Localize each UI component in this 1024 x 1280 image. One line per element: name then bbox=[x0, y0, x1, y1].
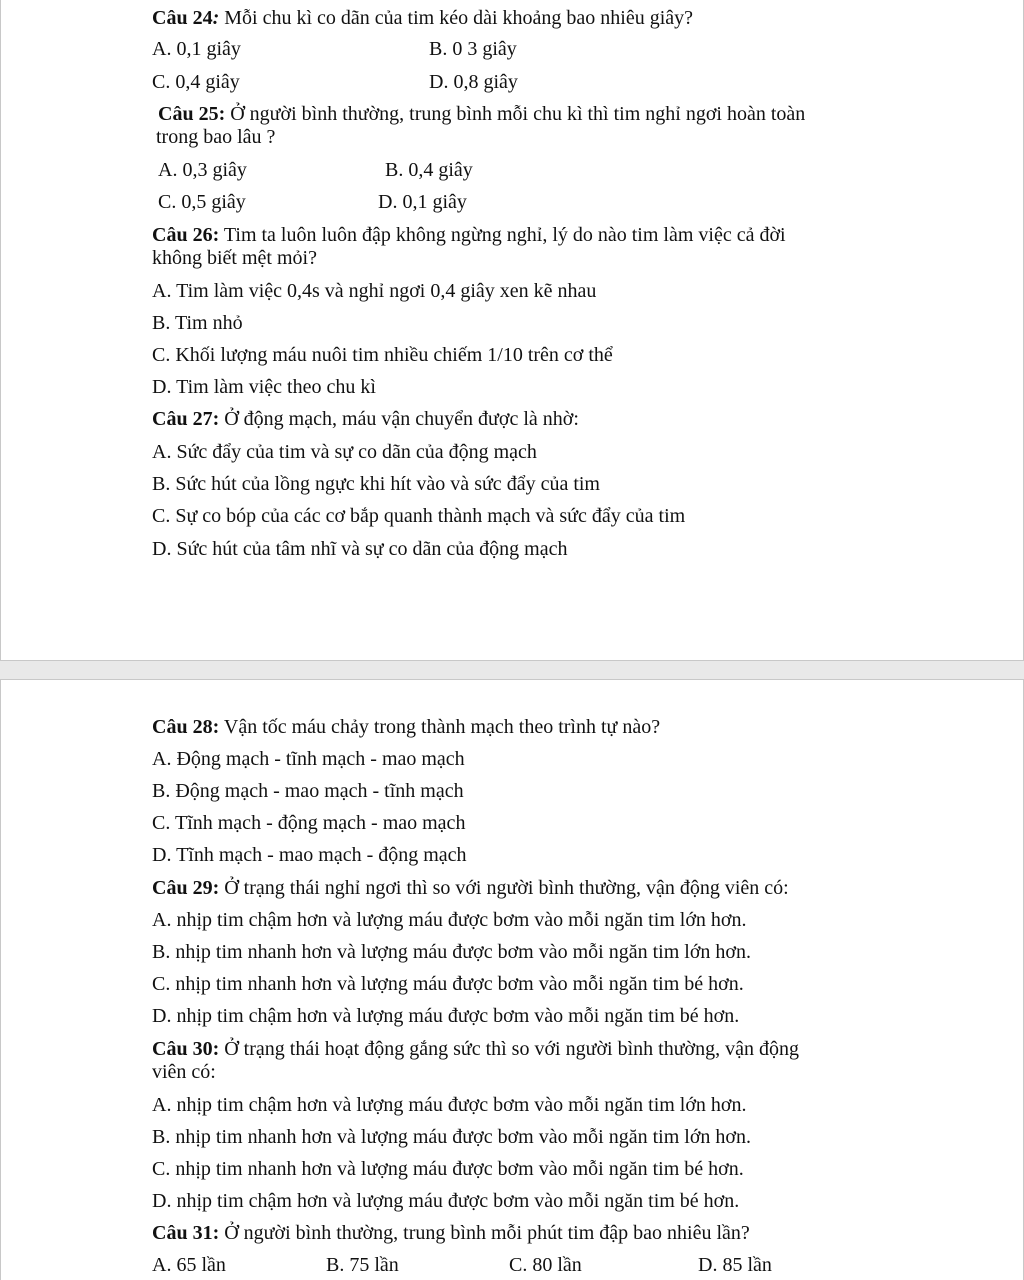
question-26 bbox=[152, 224, 786, 246]
question-26-cont: không biết mệt mỏi? bbox=[152, 247, 317, 269]
option-24a: A. 0,1 giây bbox=[152, 38, 241, 60]
option-29a: A. nhịp tim chậm hơn và lượng máu được bơm vào mỗi ngăn tim lớn hơn. bbox=[152, 909, 747, 931]
option-24c: C. 0,4 giây bbox=[152, 71, 240, 93]
question-text: Ở trạng thái nghỉ ngơi thì so với người bình thường, vận động viên có: bbox=[219, 877, 789, 899]
question-label: Câu 31: bbox=[152, 1222, 220, 1244]
option-25c: C. 0,5 giây bbox=[158, 191, 246, 213]
question-31 bbox=[152, 1221, 750, 1245]
option-25b: B. 0,4 giây bbox=[385, 159, 473, 181]
question-text: Mỗi chu kì co dãn của tim kéo dài khoảng bao nhiêu giây? bbox=[219, 7, 694, 29]
option-31d: D. 85 lần bbox=[698, 1254, 772, 1276]
option-29d: D. nhịp tim chậm hơn và lượng máu được bơm vào mỗi ngăn tim bé hơn. bbox=[152, 1005, 740, 1027]
option-27c: C. Sự co bóp của các cơ bắp quanh thành mạch và sức đẩy của tim bbox=[152, 505, 686, 527]
question-label: Câu 26: bbox=[152, 224, 220, 246]
option-30a: A. nhịp tim chậm hơn và lượng máu được bơm vào mỗi ngăn tim lớn hơn. bbox=[152, 1094, 747, 1116]
option-27d: D. Sức hút của tâm nhĩ và sự co dãn của động mạch bbox=[152, 538, 568, 560]
document-page-2 bbox=[0, 679, 1024, 1280]
option-30c: C. nhịp tim nhanh hơn và lượng máu được bơm vào mỗi ngăn tim bé hơn. bbox=[152, 1158, 744, 1180]
question-label: Câu 27: bbox=[152, 408, 220, 430]
question-label: Câu 30: bbox=[152, 1038, 220, 1060]
option-29c: C. nhịp tim nhanh hơn và lượng máu được bơm vào mỗi ngăn tim bé hơn. bbox=[152, 973, 744, 995]
question-text: Ở người bình thường, trung bình mỗi phút tim đập bao nhiêu lần? bbox=[219, 1222, 750, 1244]
question-28 bbox=[152, 715, 660, 739]
question-30-cont: viên có: bbox=[152, 1061, 216, 1083]
option-28d: D. Tĩnh mạch - mao mạch - động mạch bbox=[152, 844, 467, 866]
option-24d: D. 0,8 giây bbox=[429, 71, 518, 93]
option-26b: B. Tim nhỏ bbox=[152, 312, 243, 334]
question-25-cont: trong bao lâu ? bbox=[156, 126, 276, 148]
option-28a: A. Động mạch - tĩnh mạch - mao mạch bbox=[152, 748, 465, 770]
question-text: Ở động mạch, máu vận chuyển được là nhờ: bbox=[219, 408, 579, 430]
option-25d: D. 0,1 giây bbox=[378, 191, 467, 213]
option-30b: B. nhịp tim nhanh hơn và lượng máu được bơm vào mỗi ngăn tim lớn hơn. bbox=[152, 1126, 751, 1148]
option-26a: A. Tim làm việc 0,4s và nghỉ ngơi 0,4 giây xen kẽ nhau bbox=[152, 280, 597, 302]
question-label: Câu 29: bbox=[152, 877, 220, 899]
question-label: Câu 24: bbox=[152, 7, 220, 29]
option-25a: A. 0,3 giây bbox=[158, 159, 247, 181]
question-label: Câu 25: bbox=[158, 103, 226, 125]
option-31c: C. 80 lần bbox=[509, 1254, 582, 1276]
option-31a: A. 65 lần bbox=[152, 1254, 226, 1276]
option-27b: B. Sức hút của lồng ngực khi hít vào và sức đẩy của tim bbox=[152, 473, 600, 495]
question-24 bbox=[152, 6, 693, 30]
option-31b: B. 75 lần bbox=[326, 1254, 399, 1276]
option-28b: B. Động mạch - mao mạch - tĩnh mạch bbox=[152, 780, 464, 802]
option-29b: B. nhịp tim nhanh hơn và lượng máu được bơm vào mỗi ngăn tim lớn hơn. bbox=[152, 941, 751, 963]
option-26d: D. Tim làm việc theo chu kì bbox=[152, 376, 376, 398]
option-24b: B. 0 3 giây bbox=[429, 38, 517, 60]
question-29 bbox=[152, 876, 789, 900]
question-text: Ở người bình thường, trung bình mỗi chu kì thì tim nghỉ ngơi hoàn toàn bbox=[225, 103, 806, 125]
question-25 bbox=[158, 103, 805, 125]
question-text: Vận tốc máu chảy trong thành mạch theo trình tự nào? bbox=[219, 716, 661, 738]
option-28c: C. Tĩnh mạch - động mạch - mao mạch bbox=[152, 812, 466, 834]
question-30 bbox=[152, 1038, 799, 1060]
option-26c: C. Khối lượng máu nuôi tim nhiều chiếm 1/10 trên cơ thể bbox=[152, 344, 613, 366]
question-text: Ở trạng thái hoạt động gắng sức thì so với người bình thường, vận động bbox=[219, 1038, 799, 1060]
option-30d: D. nhịp tim chậm hơn và lượng máu được bơm vào mỗi ngăn tim bé hơn. bbox=[152, 1190, 740, 1212]
option-27a: A. Sức đẩy của tim và sự co dãn của động mạch bbox=[152, 441, 537, 463]
question-label: Câu 28: bbox=[152, 716, 220, 738]
question-text: Tim ta luôn luôn đập không ngừng nghỉ, lý do nào tim làm việc cả đời bbox=[219, 224, 786, 246]
question-27 bbox=[152, 407, 579, 431]
